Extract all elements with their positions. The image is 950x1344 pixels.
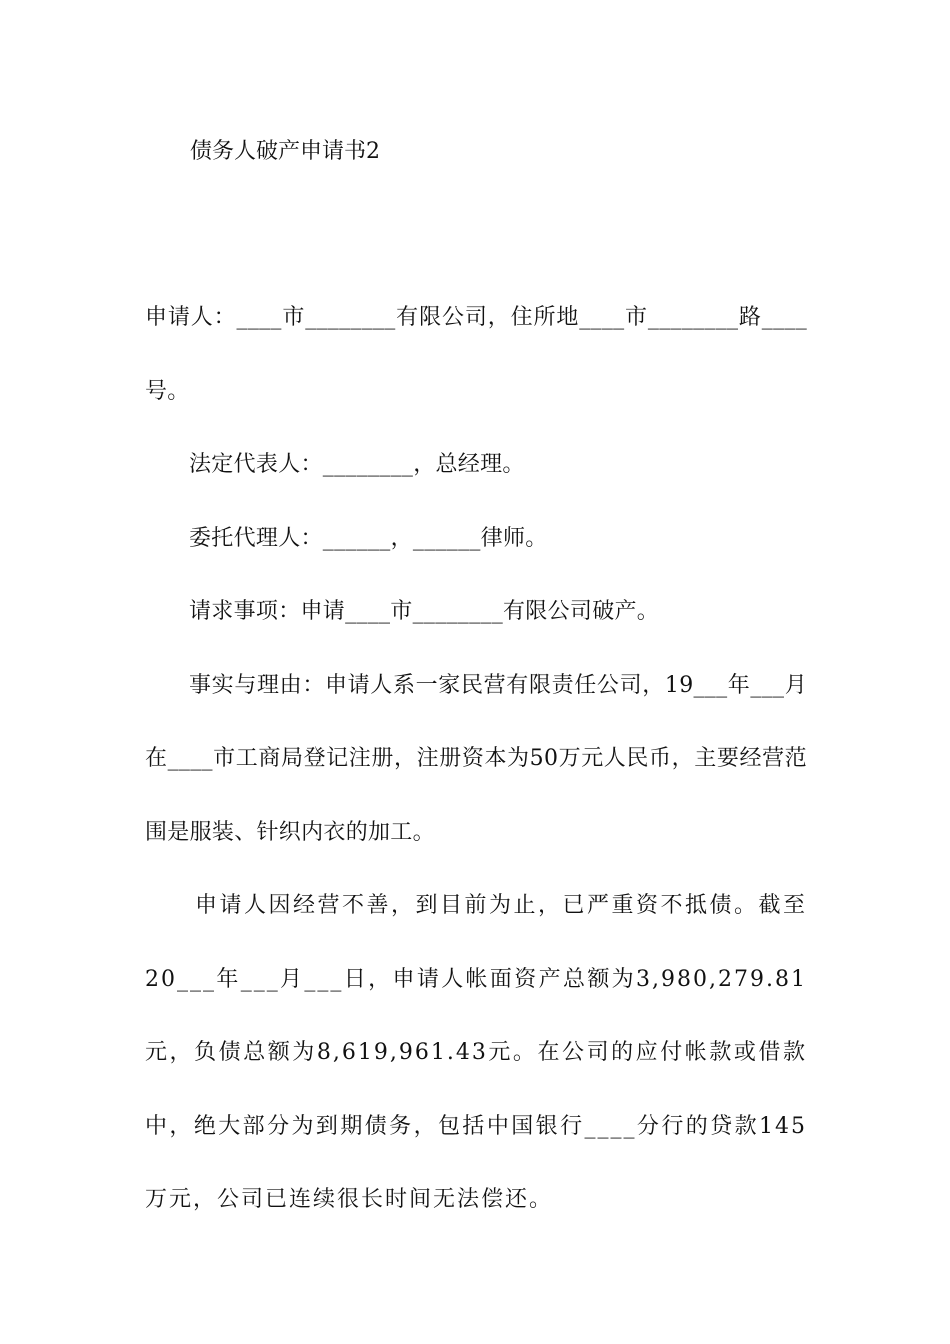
paragraph-request: 请求事项：申请____市________有限公司破产。 xyxy=(189,599,660,624)
paragraph-facts-and-reasons: 事实与理由：申请人系一家民营有限责任公司，19___年___月在____市工商局登记注册，注册资本为50万元人民币，主要经营范围是服装、针织内衣的加工。 xyxy=(145,672,807,845)
paragraph-legal-representative: 法定代表人：________，总经理。 xyxy=(189,452,525,477)
document-body xyxy=(145,281,807,1237)
paragraph-applicant: 申请人：____市________有限公司，住所地____市________路____号。 xyxy=(145,305,807,404)
document-title: 债务人破产申请书2 xyxy=(190,139,380,164)
paragraph-insolvency-details: 申请人因经营不善，到目前为止，已严重资不抵债。截至20___年___月___日，申请人帐面资产总额为3,980,279.81元，负债总额为8,619,961.43元。在公司的应付帐款或借款中，绝大部分为到期债务，包括中国银行____分行的贷款145万元，公司已连续很长时间无法偿还。 xyxy=(145,893,807,1212)
paragraph-entrusted-agent: 委托代理人：______，______律师。 xyxy=(189,525,548,551)
